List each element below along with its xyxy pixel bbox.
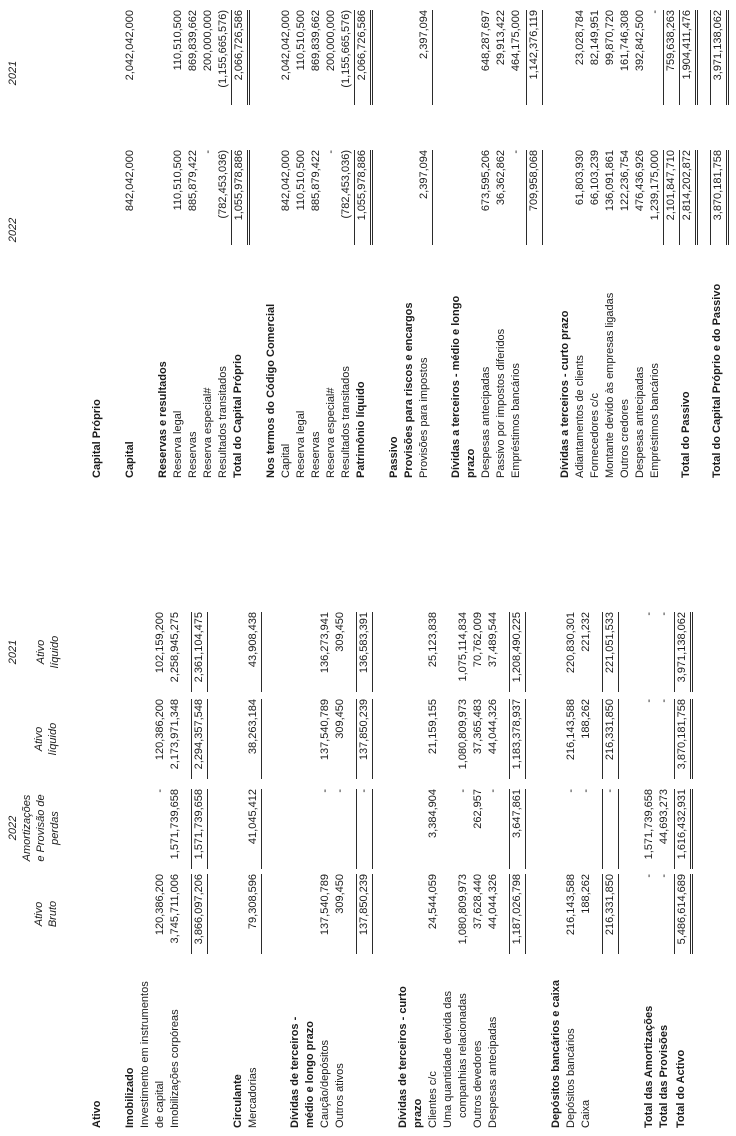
table-row <box>573 0 588 1136</box>
amount-cell: - <box>356 789 373 869</box>
table-row <box>417 0 433 1136</box>
amount-cell: 5,486,614,689 <box>674 874 693 954</box>
table-row <box>354 0 371 1136</box>
table-row <box>679 0 696 1136</box>
table-row <box>90 0 105 1136</box>
amount-cell: 216,331,850 <box>602 699 619 779</box>
amount-cell: 23,028,784 <box>574 10 586 66</box>
amount-cell: 2,101,847,710 <box>663 150 679 245</box>
amount-cell: 44,044,326 <box>487 874 499 930</box>
amount-cell: 1,904,411,476 <box>679 10 698 105</box>
row-gap <box>696 0 710 1136</box>
row-label: Depósitos bancários e caixa <box>550 980 562 1128</box>
table-row <box>494 0 509 1136</box>
amount-cell: - <box>154 789 166 793</box>
amount-cell: - <box>658 612 670 616</box>
table-row <box>279 0 294 1136</box>
row-label: Fornecedores c/c <box>589 393 601 478</box>
amount-cell: 3,866,097,206 <box>191 874 208 954</box>
row-label: Dívidas a terceiros - médio e longo <box>450 295 462 478</box>
col-header-ativo-liquido-2022 <box>32 699 60 779</box>
amount-cell: 216,143,588 <box>565 699 577 761</box>
amount-cell: 43,908,438 <box>246 612 262 692</box>
amount-cell: 842,042,000 <box>280 150 292 212</box>
amount-cell: 885,879,422 <box>310 150 322 212</box>
amount-cell: 110,510,500 <box>295 10 307 71</box>
amount-cell: 262,957 <box>472 789 484 829</box>
row-label: Circulante <box>232 1074 244 1128</box>
row-label: Reservas e resultados <box>157 361 169 478</box>
amount-cell: 1,616,432,931 <box>674 789 693 869</box>
row-label: Total das Amortizações <box>643 1005 655 1128</box>
amount-cell: 188,262 <box>580 699 592 739</box>
table-row <box>387 0 402 1136</box>
amount-cell: 21,159,155 <box>427 699 439 755</box>
amount-cell: 2,294,357,548 <box>191 699 208 779</box>
amount-cell: - <box>649 10 661 14</box>
amount-cell: 122,236,754 <box>619 150 631 212</box>
amount-cell: 309,450 <box>334 612 346 652</box>
amount-cell: - <box>580 789 592 793</box>
row-gap <box>542 0 558 1136</box>
amount-cell: 2,042,042,000 <box>124 10 136 81</box>
col-header-year-2022-right <box>6 200 20 260</box>
table-row <box>201 0 216 1136</box>
amount-cell: 37,365,483 <box>472 699 484 755</box>
amount-cell: 2,397,094 <box>417 150 433 245</box>
table-row <box>186 0 201 1136</box>
row-label: Nos termos do Código Comercial <box>265 303 277 478</box>
amount-cell: - <box>334 789 346 793</box>
row-label: médio e longo prazo <box>304 1021 316 1128</box>
row-label: Dívidas a terceiros - curto prazo <box>559 310 571 478</box>
row-label: Outros ativos <box>334 1063 346 1128</box>
amount-cell: 842,042,000 <box>124 150 136 212</box>
amount-cell: 1,142,376,119 <box>526 10 543 105</box>
amount-cell: 137,540,789 <box>319 874 331 936</box>
header-line: Ativo <box>33 726 45 752</box>
amount-cell: 120,386,200 <box>154 874 166 936</box>
amount-cell: 70,762,009 <box>472 612 484 668</box>
amount-cell: 136,273,941 <box>319 612 331 674</box>
table-row <box>509 0 524 1136</box>
amount-cell: 36,362,862 <box>495 150 507 206</box>
table-row <box>309 0 324 1136</box>
amount-cell: - <box>643 874 655 878</box>
table-row <box>526 0 542 1136</box>
amount-cell: 464,175,000 <box>510 10 522 72</box>
row-label: Caução/depósitos <box>319 1039 331 1128</box>
amount-cell: 221,232 <box>580 612 592 652</box>
amount-cell: 29,913,422 <box>495 10 507 66</box>
row-label: Total do Capital Próprio <box>232 354 244 478</box>
row-label: Total do Passivo <box>680 391 692 478</box>
amount-cell: 1,055,978,886 <box>354 150 373 245</box>
header-line: e Provisão de <box>35 794 47 862</box>
table-row <box>588 0 603 1136</box>
row-label: Ativo <box>91 1100 103 1128</box>
row-label: de capital <box>154 1080 166 1128</box>
row-label: Montante devido às empresas ligadas <box>604 292 616 478</box>
amount-cell: 869,839,662 <box>187 10 199 72</box>
amount-cell: 120,386,200 <box>154 699 166 761</box>
amount-cell: 759,638,263 <box>663 10 679 105</box>
row-label: Empréstimos bancários <box>649 363 661 478</box>
table-row <box>710 0 727 1136</box>
table-row <box>603 0 618 1136</box>
amount-cell: 66,103,239 <box>589 150 601 206</box>
row-label: Adiantamentos de clients <box>574 355 586 478</box>
table-row <box>156 0 171 1136</box>
amount-cell: - <box>658 874 670 878</box>
row-label: Reserva legal <box>172 410 184 478</box>
amount-cell: 1,571,739,658 <box>643 789 655 860</box>
amount-cell: 82,149,951 <box>589 10 601 66</box>
col-header-amortizacoes <box>6 785 62 871</box>
amount-cell: 2,361,104,475 <box>191 612 208 692</box>
amount-cell: 137,850,239 <box>356 699 373 779</box>
table-row <box>216 0 231 1136</box>
amount-cell: 137,540,789 <box>319 699 331 761</box>
row-label: Capital Próprio <box>91 399 103 478</box>
row-label: Dívidas de terceiros - curto <box>397 986 409 1128</box>
header-line: líquido <box>49 635 61 669</box>
amount-cell: 3,870,181,758 <box>674 699 693 779</box>
amount-cell: 309,450 <box>334 874 346 914</box>
amount-cell: 1,055,978,886 <box>231 150 250 245</box>
header-year: 2021 <box>7 639 19 665</box>
row-label: Mercadorias <box>247 1067 259 1128</box>
amount-cell: 137,850,239 <box>356 874 373 954</box>
row-label: Passivo <box>388 436 400 478</box>
row-gap <box>138 0 156 1136</box>
amount-cell: 392,842,500 <box>634 10 646 72</box>
amount-cell: 136,583,391 <box>356 612 373 692</box>
header-line: perdas <box>49 811 61 845</box>
amount-cell: 24,544,059 <box>427 874 439 930</box>
table-row <box>663 0 679 1136</box>
amount-cell: (1,155,665,576) <box>340 10 352 88</box>
table-row <box>324 0 339 1136</box>
amount-cell: 2,173,971,348 <box>169 699 181 770</box>
amount-cell: 309,450 <box>334 699 346 739</box>
row-label: Total do Activo <box>675 1049 687 1128</box>
row-label: Reserva especial# <box>202 387 214 478</box>
row-label: Outros devedores <box>472 1040 484 1128</box>
amount-cell: (1,155,665,576) <box>217 10 229 88</box>
amount-cell: - <box>643 612 655 616</box>
amount-cell: 3,745,711,006 <box>169 874 181 944</box>
row-gap <box>248 0 264 1136</box>
table-row <box>294 0 309 1136</box>
table-row <box>618 0 633 1136</box>
row-label: Outros credores <box>619 399 631 478</box>
table-row <box>171 0 186 1136</box>
amount-cell: 2,258,945,275 <box>169 612 181 683</box>
table-row <box>449 0 464 1136</box>
amount-cell: - <box>487 789 499 793</box>
table-row <box>633 0 648 1136</box>
row-gap <box>371 0 387 1136</box>
row-label: Empréstimos bancários <box>510 363 522 478</box>
table-row <box>231 0 248 1136</box>
amount-cell: 673,595,206 <box>480 150 492 212</box>
amount-cell: - <box>457 789 469 793</box>
amount-cell: 25,123,838 <box>427 612 439 668</box>
table-row <box>479 0 494 1136</box>
table-row <box>648 0 663 1136</box>
capital-passivo-table <box>90 0 727 1136</box>
row-gap <box>105 0 123 1136</box>
row-label: prazo <box>465 448 477 478</box>
amount-cell: - <box>602 789 619 869</box>
amount-cell: 44,693,273 <box>658 789 670 845</box>
row-label: Total das Provisões <box>658 1024 670 1128</box>
amount-cell: 3,870,181,758 <box>710 150 729 245</box>
amount-cell: 61,803,930 <box>574 150 586 206</box>
amount-cell: 1,075,114,834 <box>457 612 469 682</box>
amount-cell: 220,830,301 <box>565 612 577 674</box>
row-label: Despesas antecipadas <box>480 366 492 478</box>
header-year: 2022 <box>7 217 19 243</box>
amount-cell: 3,647,861 <box>509 789 526 869</box>
row-label: Provisões para impostos <box>418 357 430 478</box>
amount-cell: 3,384,904 <box>427 789 439 838</box>
amount-cell: 110,510,500 <box>172 10 184 71</box>
amount-cell: 476,436,926 <box>634 150 646 212</box>
amount-cell: 1,080,809,973 <box>457 699 469 770</box>
amount-cell: 1,571,739,658 <box>191 789 208 869</box>
amount-cell: 3,971,138,062 <box>710 10 729 105</box>
row-label: Caixa <box>580 1099 592 1128</box>
amount-cell: - <box>658 699 670 703</box>
amount-cell: 110,510,500 <box>295 150 307 211</box>
amount-cell: 3,971,138,062 <box>674 612 693 692</box>
row-gap <box>433 0 449 1136</box>
table-row <box>558 0 573 1136</box>
amount-cell: 1,571,739,658 <box>169 789 181 860</box>
col-header-year-2021-left <box>6 612 20 692</box>
col-header-year-2021-right <box>6 43 20 103</box>
amount-cell: 79,308,596 <box>246 874 262 954</box>
table-row <box>264 0 279 1136</box>
amount-cell: 44,044,326 <box>487 699 499 755</box>
amount-cell: 216,331,850 <box>602 874 619 954</box>
amount-cell: - <box>643 699 655 703</box>
amount-cell: - <box>202 150 214 154</box>
row-label: Reservas <box>310 431 322 478</box>
row-label: Reserva legal <box>295 410 307 478</box>
row-label: Despesas antecipadas <box>487 1016 499 1128</box>
table-row <box>339 0 354 1136</box>
amount-cell: 2,042,042,000 <box>280 10 292 81</box>
amount-cell: 37,628,440 <box>472 874 484 930</box>
amount-cell: 1,080,809,973 <box>457 874 469 945</box>
amount-cell: 1,187,026,798 <box>509 874 526 954</box>
row-label: Reservas <box>187 431 199 478</box>
amount-cell: 200,000,000 <box>202 10 214 72</box>
amount-cell: 37,489,544 <box>487 612 499 668</box>
amount-cell: 1,208,490,225 <box>509 612 526 692</box>
header-line: Ativo <box>33 901 45 927</box>
amount-cell: (782,453,036) <box>340 150 352 219</box>
amount-cell: 99,870,720 <box>604 10 616 66</box>
row-label: Passivo por impostos diferidos <box>495 328 507 478</box>
row-label: Imobilizações corpóreas <box>169 1009 181 1128</box>
amount-cell: 136,091,861 <box>604 150 616 212</box>
row-label: Dívidas de terceiros - <box>289 1016 301 1128</box>
amount-cell: 2,397,094 <box>417 10 433 105</box>
amount-cell: - <box>565 789 577 793</box>
row-label: prazo <box>412 1098 424 1128</box>
table-row <box>123 0 138 1136</box>
row-label: Patrimônio líquido <box>355 381 367 478</box>
amount-cell: 2,066,726,586 <box>231 10 250 105</box>
row-label: Reserva especial# <box>325 387 337 478</box>
amount-cell: 648,287,697 <box>480 10 492 72</box>
amount-cell: 869,839,662 <box>310 10 322 72</box>
amount-cell: - <box>510 150 522 154</box>
row-label: Uma quantidade devida das <box>442 991 454 1128</box>
header-line: Ativo <box>35 639 47 665</box>
col-header-ativo-bruto <box>32 874 60 954</box>
amount-cell: 41,045,412 <box>246 789 262 869</box>
table-row <box>402 0 417 1136</box>
amount-cell: - <box>325 150 337 154</box>
row-label: Resultados transitados <box>217 366 229 478</box>
amount-cell: 110,510,500 <box>172 150 184 211</box>
amount-cell: 1,183,378,937 <box>509 699 526 779</box>
row-label: Despesas antecipadas <box>634 366 646 478</box>
header-year: 2021 <box>7 60 19 86</box>
amount-cell: 2,814,202,872 <box>679 150 698 245</box>
row-label: Capital <box>124 441 136 478</box>
header-line: líquido <box>47 722 59 756</box>
row-label: Investimento em instrumentos <box>139 981 151 1128</box>
table-row <box>464 0 479 1136</box>
col-header-ativo-liquido-2021 <box>34 612 62 692</box>
amount-cell: 885,879,422 <box>187 150 199 212</box>
row-label: Provisões para riscos e encargos <box>403 302 415 478</box>
amount-cell: 38,263,184 <box>246 699 262 779</box>
header-year: 2022 <box>7 815 19 841</box>
amount-cell: 221,051,533 <box>602 612 619 692</box>
amount-cell: 102,159,200 <box>154 612 166 674</box>
row-label: Capital <box>280 443 292 478</box>
amount-cell: 216,143,588 <box>565 874 577 936</box>
amount-cell: 188,262 <box>580 874 592 914</box>
row-label: Imobilizado <box>124 1067 136 1128</box>
row-label: Total do Capital Próprio e do Passivo <box>711 283 723 478</box>
row-label: Clientes c/c <box>427 1071 439 1128</box>
amount-cell: 2,066,726,586 <box>354 10 373 105</box>
row-label: Depósitos bancários <box>565 1028 577 1128</box>
row-label: companhias relacionadas <box>457 993 469 1118</box>
amount-cell: 709,958,068 <box>526 150 543 245</box>
amount-cell: 161,746,308 <box>619 10 631 72</box>
amount-cell: 200,000,000 <box>325 10 337 72</box>
amount-cell: (782,453,036) <box>217 150 229 219</box>
row-label: Resultados transitados <box>340 366 352 478</box>
amount-cell: 1,239,175,000 <box>649 150 661 221</box>
header-line: Bruto <box>47 900 59 928</box>
header-line: Amortizações <box>21 794 33 862</box>
amount-cell: - <box>319 789 331 793</box>
